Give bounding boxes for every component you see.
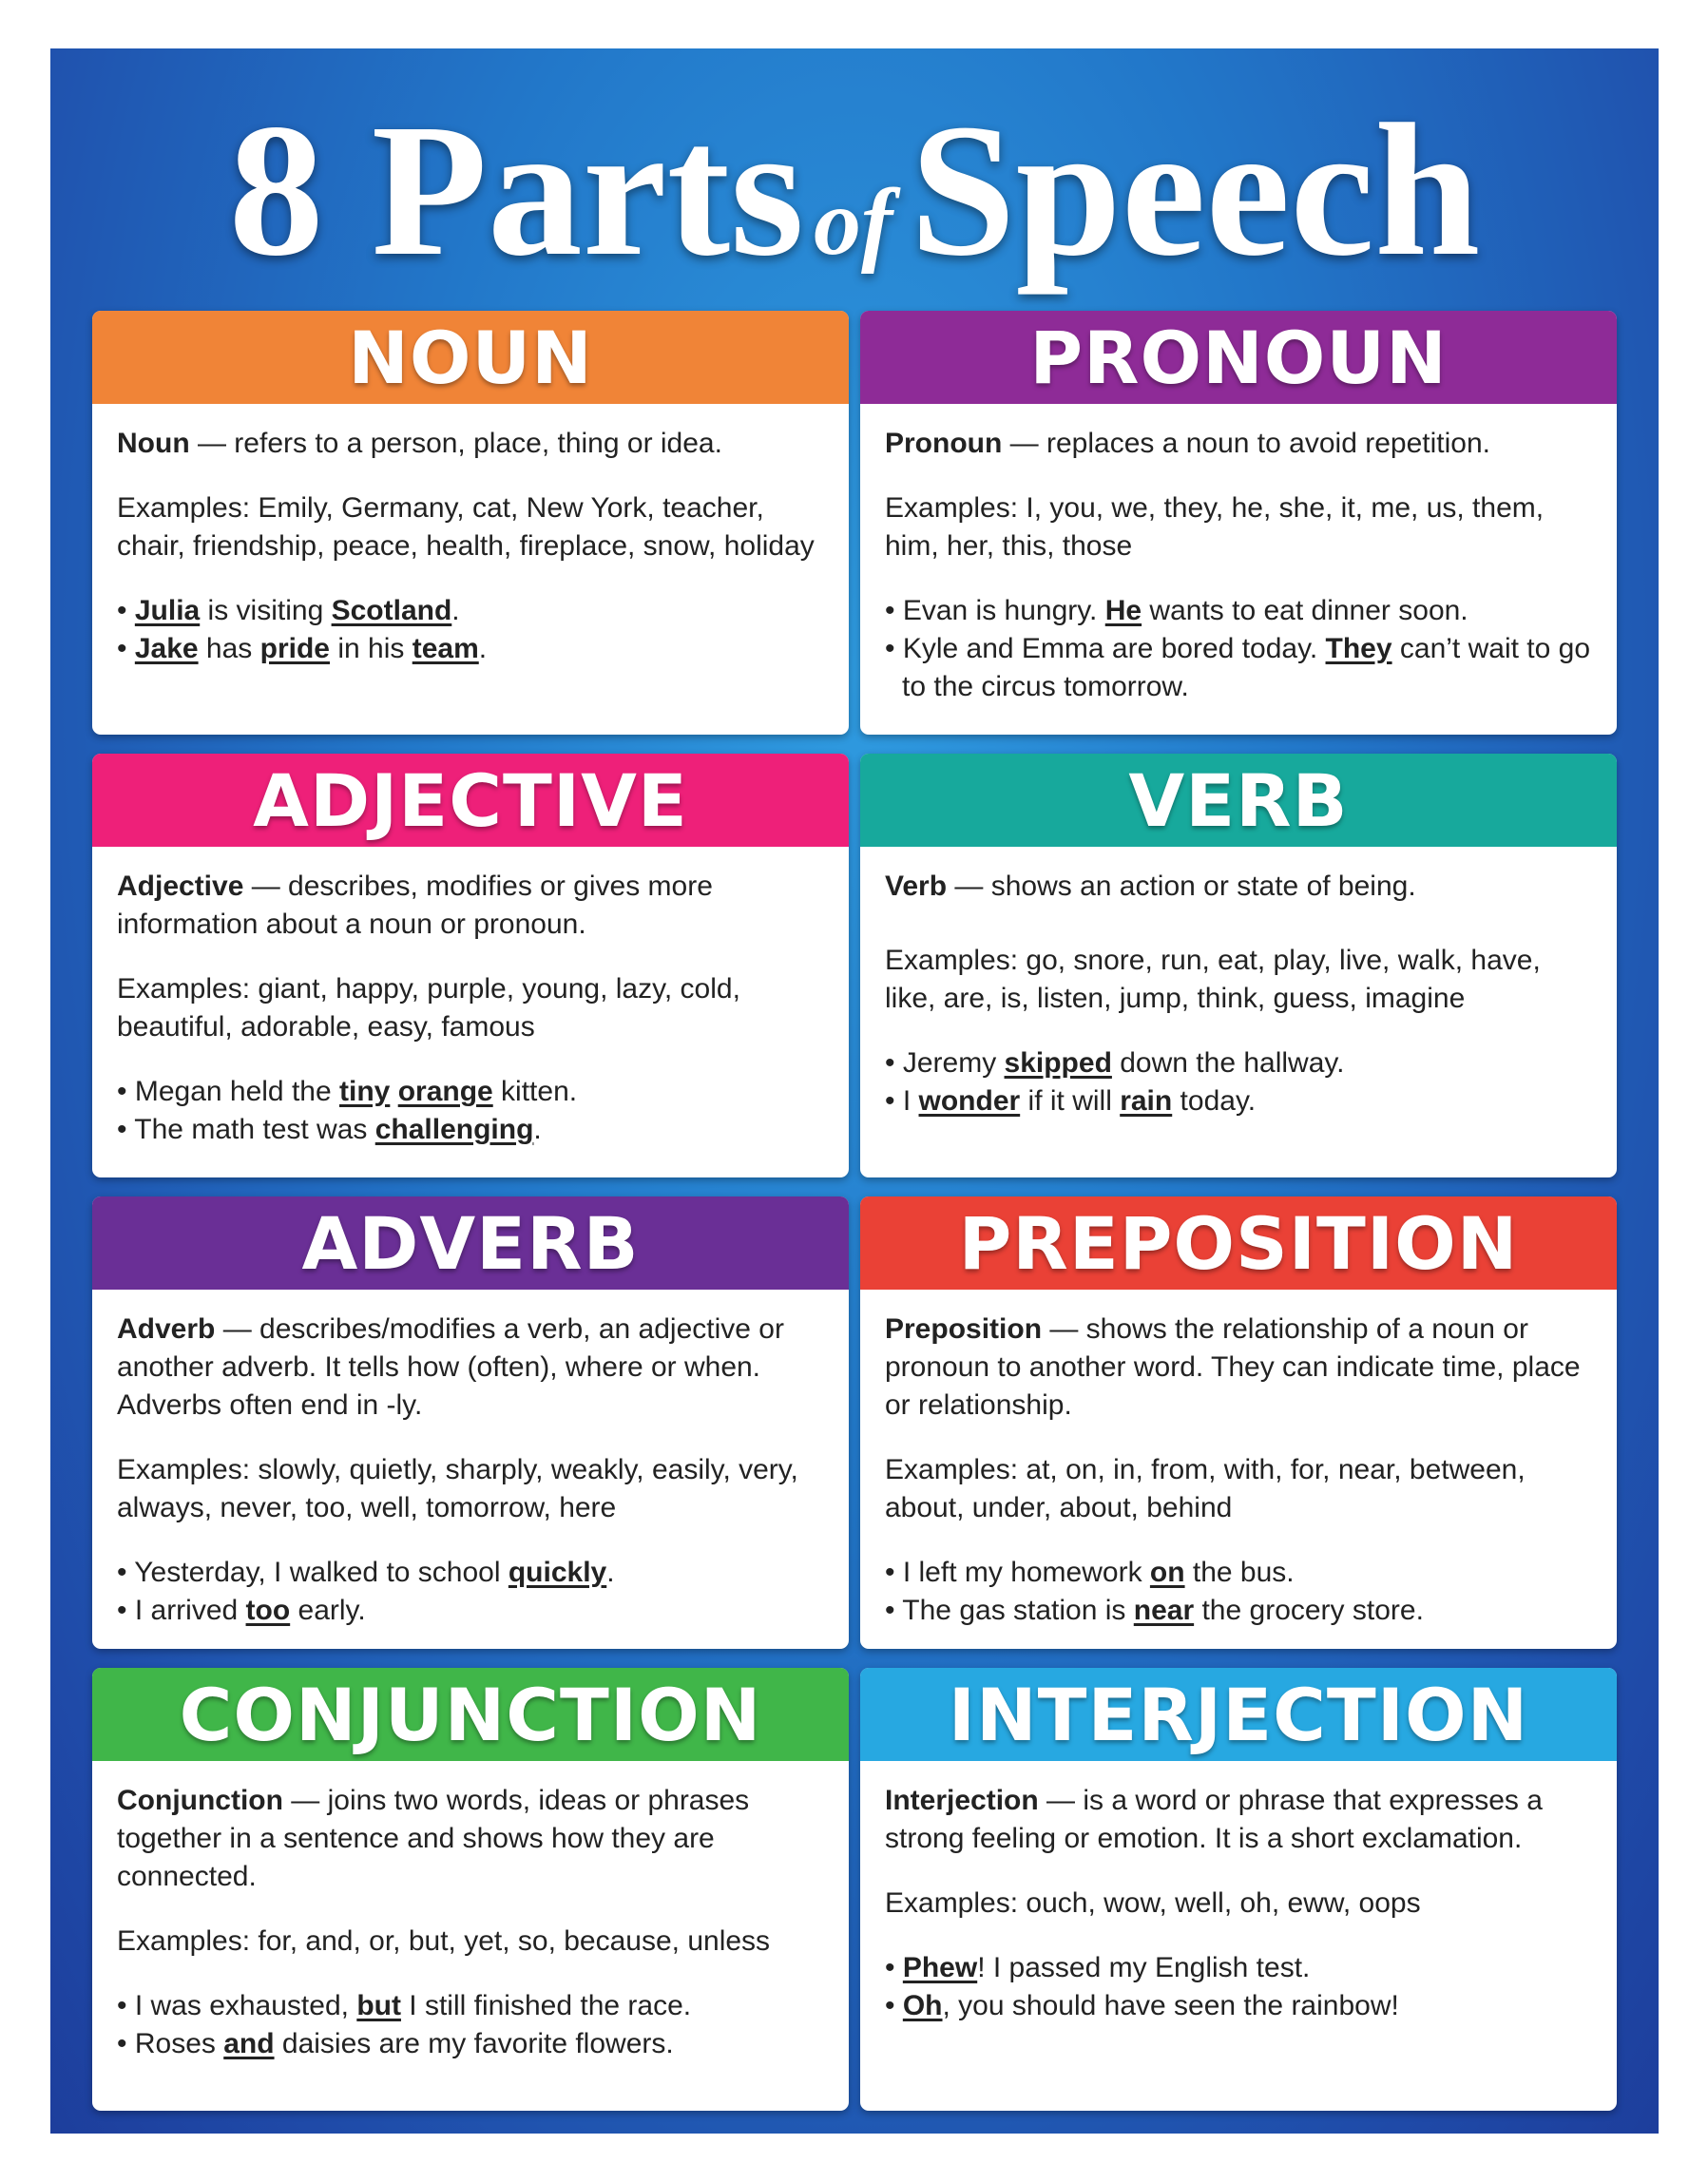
- conjunction-definition-text: — joins two words, ideas or phrases together in a sentence and shows how they are connected.: [117, 1785, 750, 1892]
- pronoun-definition: [885, 425, 1592, 463]
- sentence-text: down the hallway.: [1111, 1047, 1345, 1079]
- sentence-text: early.: [290, 1595, 366, 1626]
- interjection-examples: Examples: ouch, wow, well, oh, eww, oops: [885, 1887, 1421, 1919]
- pronoun-term: Pronoun: [885, 428, 1003, 459]
- adverb-examples: Examples: slowly, quietly, sharply, weakly, easily, very, always, never, too, well, tomorrow, here: [117, 1454, 798, 1523]
- adjective-sentences: [117, 1073, 824, 1149]
- highlighted-word: They: [1325, 633, 1392, 664]
- sentence-text: I still finished the race.: [400, 1990, 692, 2021]
- preposition-header-label: PREPOSITION: [958, 1200, 1519, 1286]
- pronoun-sentence-2: [885, 630, 1592, 706]
- preposition-sentences: [885, 1554, 1592, 1630]
- sentence-text: • The gas station is: [885, 1595, 1134, 1626]
- sentence-text: • I was exhausted,: [117, 1990, 357, 2021]
- verb-definition-text: — shows an action or state of being.: [947, 871, 1416, 902]
- adjective-header: [92, 754, 849, 847]
- noun-definition-text: — refers to a person, place, thing or idea.: [189, 428, 722, 459]
- sentence-text: the grocery store.: [1194, 1595, 1424, 1626]
- preposition-body: [860, 1290, 1617, 1630]
- sentence-text: is visiting: [200, 595, 332, 626]
- sentence-text: • I arrived: [117, 1595, 246, 1626]
- highlighted-word: too: [245, 1595, 291, 1626]
- page-title: [50, 86, 1659, 296]
- highlighted-word: Jake: [134, 633, 199, 664]
- sentence-text: .: [533, 1114, 542, 1145]
- noun-term: Noun: [117, 428, 190, 459]
- highlighted-word: but: [356, 1990, 401, 2021]
- conjunction-card: [92, 1668, 849, 2111]
- sentence-text: • I left my homework: [885, 1557, 1150, 1588]
- title-part-1: 8 Parts: [228, 86, 805, 296]
- adverb-definition-text: — describes/modifies a verb, an adjective or another adverb. It tells how (often), where or when. Adverbs often end in -ly.: [117, 1313, 784, 1421]
- highlighted-word: Julia: [134, 595, 201, 626]
- sentence-text: • Jeremy: [885, 1047, 1005, 1079]
- noun-body: [92, 404, 849, 668]
- noun-header: [92, 311, 849, 404]
- noun-sentence-2: [117, 630, 824, 668]
- highlighted-word: skipped: [1004, 1047, 1112, 1079]
- adjective-term: Adjective: [117, 871, 244, 902]
- highlighted-word: wonder: [918, 1085, 1021, 1117]
- sentence-text: daisies are my favorite flowers.: [274, 2028, 674, 2059]
- sentence-text: .: [478, 633, 488, 664]
- adjective-examples: Examples: giant, happy, purple, young, lazy, cold, beautiful, adorable, easy, famous: [117, 973, 740, 1043]
- noun-card: [92, 311, 849, 735]
- sentence-text: • The math test was: [117, 1114, 375, 1145]
- sentence-text: kitten.: [492, 1076, 578, 1107]
- sentence-text: •: [117, 595, 135, 626]
- verb-term: Verb: [885, 871, 948, 902]
- pronoun-sentences: [885, 592, 1592, 706]
- preposition-definition-text: — shows the relationship of a noun or pronoun to another word. They can indicate time, place or relationship.: [885, 1313, 1581, 1421]
- noun-header-label: NOUN: [348, 315, 593, 400]
- interjection-sentence-1: [885, 1949, 1592, 1987]
- adjective-definition-text: — describes, modifies or gives more information about a noun or pronoun.: [117, 871, 713, 940]
- preposition-sentence-2: [885, 1592, 1592, 1630]
- pronoun-examples: Examples: I, you, we, they, he, she, it, me, us, them, him, her, this, those: [885, 492, 1545, 562]
- sentence-text: the bus.: [1184, 1557, 1295, 1588]
- sentence-text: if it will: [1020, 1085, 1121, 1117]
- interjection-definition-text: — is a word or phrase that expresses a strong feeling or emotion. It is a short exclamation.: [885, 1785, 1543, 1854]
- adjective-definition: [117, 868, 824, 944]
- highlighted-word: and: [223, 2028, 275, 2059]
- conjunction-sentences: [117, 1987, 824, 2063]
- adverb-definition: [117, 1311, 824, 1425]
- sentence-text: •: [117, 633, 135, 664]
- interjection-sentence-2: [885, 1987, 1592, 2025]
- highlighted-word: rain: [1120, 1085, 1173, 1117]
- interjection-body: [860, 1761, 1617, 2025]
- highlighted-word: near: [1133, 1595, 1195, 1626]
- conjunction-header: [92, 1668, 849, 1761]
- pronoun-body: [860, 404, 1617, 706]
- adverb-term: Adverb: [117, 1313, 216, 1345]
- conjunction-definition: [117, 1782, 824, 1896]
- sentence-text: • Roses: [117, 2028, 224, 2059]
- highlighted-word: Scotland: [331, 595, 452, 626]
- adverb-body: [92, 1290, 849, 1630]
- highlighted-word: He: [1104, 595, 1142, 626]
- highlighted-word: on: [1149, 1557, 1185, 1588]
- adverb-header-label: ADVERB: [301, 1200, 640, 1286]
- pronoun-sentence-1: [885, 592, 1592, 630]
- preposition-term: Preposition: [885, 1313, 1043, 1345]
- conjunction-term: Conjunction: [117, 1785, 283, 1816]
- verb-header: [860, 754, 1617, 847]
- poster: [50, 48, 1659, 2134]
- noun-definition: [117, 425, 824, 463]
- preposition-header: [860, 1196, 1617, 1290]
- sentence-text: today.: [1172, 1085, 1257, 1117]
- conjunction-sentence-2: [117, 2025, 824, 2063]
- interjection-sentences: [885, 1949, 1592, 2025]
- preposition-examples: Examples: at, on, in, from, with, for, near, between, about, under, about, behind: [885, 1454, 1526, 1523]
- highlighted-word: tiny: [339, 1076, 391, 1107]
- verb-sentence-2: [885, 1082, 1592, 1120]
- sentence-text: • Kyle and Emma are bored today.: [885, 633, 1326, 664]
- sentence-text: has: [198, 633, 260, 664]
- pronoun-card: [860, 311, 1617, 735]
- adverb-card: [92, 1196, 849, 1649]
- adjective-card: [92, 754, 849, 1177]
- interjection-header: [860, 1668, 1617, 1761]
- preposition-card: [860, 1196, 1617, 1649]
- conjunction-body: [92, 1761, 849, 2063]
- adjective-sentence-1: [117, 1073, 824, 1111]
- preposition-sentence-1: [885, 1554, 1592, 1592]
- pronoun-header: [860, 311, 1617, 404]
- verb-card: [860, 754, 1617, 1177]
- highlighted-word: team: [412, 633, 479, 664]
- adverb-sentence-2: [117, 1592, 824, 1630]
- conjunction-examples: Examples: for, and, or, but, yet, so, because, unless: [117, 1925, 771, 1957]
- highlighted-word: orange: [397, 1076, 493, 1107]
- sentence-text: in his: [330, 633, 413, 664]
- sentence-text: • I: [885, 1085, 919, 1117]
- interjection-definition: [885, 1782, 1592, 1858]
- interjection-term: Interjection: [885, 1785, 1039, 1816]
- verb-sentences: [885, 1044, 1592, 1120]
- sentence-text: ! I passed my English test.: [977, 1952, 1311, 1983]
- verb-header-label: VERB: [1128, 757, 1349, 843]
- highlighted-word: pride: [259, 633, 330, 664]
- verb-definition: [885, 868, 1592, 906]
- pronoun-header-label: PRONOUN: [1029, 315, 1448, 400]
- pronoun-definition-text: — replaces a noun to avoid repetition.: [1002, 428, 1490, 459]
- sentence-text: .: [451, 595, 460, 626]
- adverb-sentence-1: [117, 1554, 824, 1592]
- conjunction-sentence-1: [117, 1987, 824, 2025]
- adverb-header: [92, 1196, 849, 1290]
- adjective-sentence-2: [117, 1111, 824, 1149]
- adjective-header-label: ADJECTIVE: [253, 757, 688, 843]
- conjunction-header-label: CONJUNCTION: [179, 1672, 762, 1757]
- highlighted-word: Oh: [902, 1990, 943, 2021]
- adjective-body: [92, 847, 849, 1149]
- interjection-card: [860, 1668, 1617, 2111]
- sentence-text: can’t wait to go to the circus tomorrow.: [902, 633, 1591, 702]
- sentence-text: • Megan held the: [117, 1076, 339, 1107]
- verb-body: [860, 847, 1617, 1120]
- copyright-credit: © 2020 ZoCo® / zocoproducts.com: [1386, 2092, 1606, 2107]
- preposition-definition: [885, 1311, 1592, 1425]
- adverb-sentences: [117, 1554, 824, 1630]
- highlighted-word: Phew: [902, 1952, 978, 1983]
- highlighted-word: quickly: [508, 1557, 607, 1588]
- sentence-text: .: [606, 1557, 615, 1588]
- interjection-header-label: INTERJECTION: [948, 1672, 1529, 1757]
- sentence-text: •: [885, 1952, 903, 1983]
- sentence-text: , you should have seen the rainbow!: [942, 1990, 1399, 2021]
- verb-sentence-1: [885, 1044, 1592, 1082]
- title-part-2: of: [814, 169, 893, 275]
- sentence-text: •: [885, 1990, 903, 2021]
- sentence-text: • Yesterday, I walked to school: [117, 1557, 509, 1588]
- title-part-3: Speech: [910, 86, 1481, 296]
- noun-examples: Examples: Emily, Germany, cat, New York, teacher, chair, friendship, peace, health, fireplace, snow, holiday: [117, 492, 815, 562]
- sentence-text: wants to eat dinner soon.: [1142, 595, 1468, 626]
- verb-examples: Examples: go, snore, run, eat, play, live, walk, have, like, are, is, listen, jump, think, guess, imagine: [885, 945, 1541, 1014]
- noun-sentences: [117, 592, 824, 668]
- sentence-text: [390, 1076, 397, 1107]
- sentence-text: • Evan is hungry.: [885, 595, 1105, 626]
- noun-sentence-1: [117, 592, 824, 630]
- highlighted-word: challenging: [374, 1114, 534, 1145]
